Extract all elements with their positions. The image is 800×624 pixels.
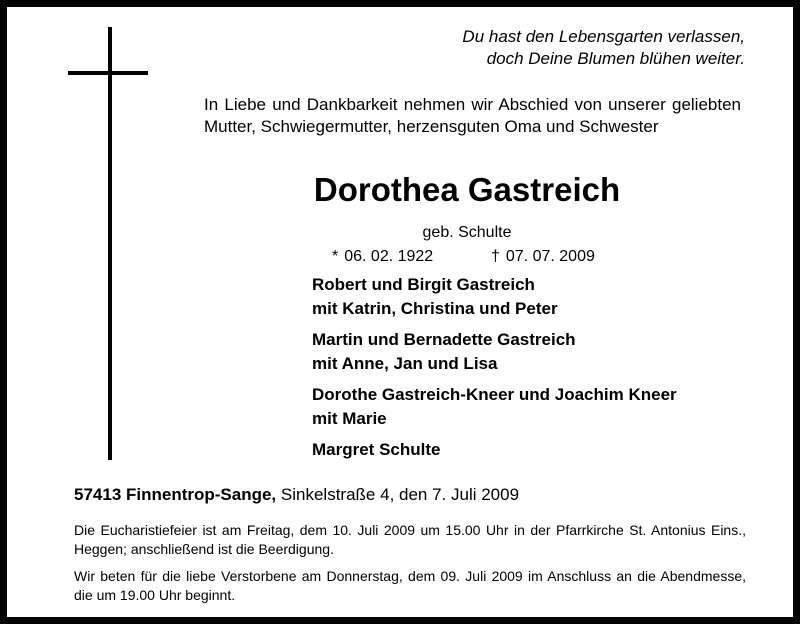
mourner-line: mit Anne, Jan und Lisa <box>312 354 498 373</box>
mourner-line: Margret Schulte <box>312 440 441 459</box>
mourner-line: mit Katrin, Christina und Peter <box>312 299 558 318</box>
birth-star-icon: * <box>332 248 339 265</box>
mourner-line: Robert und Birgit Gastreich <box>312 275 535 294</box>
death-date: 07. 07. 2009 <box>505 248 595 265</box>
cross-vertical-bar <box>108 27 112 460</box>
obituary-card <box>7 7 793 617</box>
mourners-list <box>312 273 772 469</box>
deceased-name: Dorothea Gastreich <box>313 171 621 208</box>
death-date-line <box>491 247 595 267</box>
mourner-group <box>312 273 772 321</box>
mourner-line: Martin und Bernadette Gastreich <box>312 330 576 349</box>
maiden-name: geb. Schulte <box>422 224 512 241</box>
location-line <box>74 484 754 506</box>
motto-line-1: Du hast den Lebensgarten verlassen, <box>462 27 745 46</box>
death-dagger-icon: † <box>491 248 500 265</box>
motto <box>387 26 745 70</box>
mourner-group <box>312 328 772 376</box>
mourner-line: Dorothe Gastreich-Kneer und Joachim Kneer <box>312 385 677 404</box>
address-date: Sinkelstraße 4, den 7. Juli 2009 <box>280 485 520 504</box>
cross-horizontal-bar <box>68 71 148 75</box>
prayer-notice: Wir beten für die liebe Verstorbene am Donnerstag, dem 09. Juli 2009 im Anschluss an die Abendmesse, die um 19.00 Uhr beginnt. <box>74 568 746 603</box>
motto-line-2: doch Deine Blumen blühen weiter. <box>486 49 745 68</box>
funeral-notice: Die Eucharistiefeier ist am Freitag, dem 10. Juli 2009 um 15.00 Uhr in der Pfarrkirche St. Antonius Eins., Heggen; anschließend ist die Beerdigung. <box>74 522 746 557</box>
mourner-line: mit Marie <box>312 409 387 428</box>
postal-city: 57413 Finnentrop-Sange, <box>74 485 277 504</box>
mourner-group <box>312 438 772 462</box>
birth-date-line <box>332 247 433 267</box>
mourner-group <box>312 383 772 431</box>
intro-text: In Liebe und Dankbarkeit nehmen wir Abschied von unserer geliebten Mutter, Schwiegermutter, herzensguten Oma und Schwester <box>204 95 741 136</box>
birth-date: 06. 02. 1922 <box>344 248 434 265</box>
